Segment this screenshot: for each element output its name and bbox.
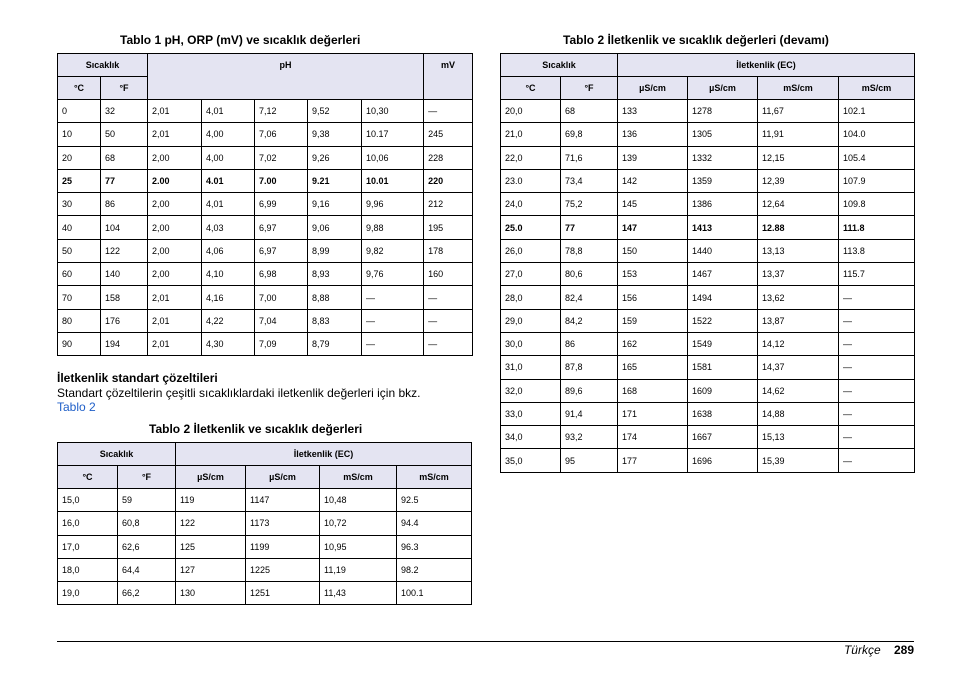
table-row bbox=[501, 402, 915, 425]
table2cont-conductivity bbox=[500, 53, 915, 473]
table-cell: 9,26 bbox=[308, 146, 362, 169]
table-cell: 1638 bbox=[688, 402, 758, 425]
header-us-cm: µS/cm bbox=[176, 466, 246, 489]
table-cell: 6,99 bbox=[255, 193, 308, 216]
table-cell: 34,0 bbox=[501, 426, 561, 449]
table-cell: 162 bbox=[618, 332, 688, 355]
table-cell: 8,79 bbox=[308, 332, 362, 355]
table2cont-caption: Tablo 2 İletkenlik ve sıcaklık değerleri (devamı) bbox=[563, 33, 829, 47]
table-cell: 9,52 bbox=[308, 100, 362, 123]
table-row bbox=[501, 379, 915, 402]
table-cell: 89,6 bbox=[561, 379, 618, 402]
header-ms-cm: mS/cm bbox=[758, 77, 839, 100]
table-cell: — bbox=[424, 309, 473, 332]
table2-conductivity bbox=[57, 442, 472, 605]
section-title: İletkenlik standart çözeltileri bbox=[57, 371, 218, 385]
table-cell: 77 bbox=[101, 169, 148, 192]
table-cell: 2,01 bbox=[148, 332, 202, 355]
table-cell: — bbox=[839, 356, 915, 379]
table-cell: 177 bbox=[618, 449, 688, 472]
table-cell: 1609 bbox=[688, 379, 758, 402]
table-cell: 25.0 bbox=[501, 216, 561, 239]
table-cell: 102.1 bbox=[839, 100, 915, 123]
table-cell: — bbox=[362, 309, 424, 332]
table-cell: — bbox=[839, 332, 915, 355]
table-cell: 30 bbox=[58, 193, 101, 216]
table-cell: 12,64 bbox=[758, 193, 839, 216]
table-cell: 6,97 bbox=[255, 239, 308, 262]
table-cell: 7,09 bbox=[255, 332, 308, 355]
table-cell: 7,12 bbox=[255, 100, 308, 123]
table-cell: 1359 bbox=[688, 169, 758, 192]
table-cell: 10,06 bbox=[362, 146, 424, 169]
table-row bbox=[58, 535, 472, 558]
table-cell: 4,00 bbox=[202, 146, 255, 169]
table-cell: 2,01 bbox=[148, 100, 202, 123]
table-cell: 2,00 bbox=[148, 193, 202, 216]
table-row bbox=[58, 123, 473, 146]
footer-divider bbox=[57, 641, 914, 642]
table-cell: 16,0 bbox=[58, 512, 118, 535]
table-cell: 1173 bbox=[246, 512, 320, 535]
table-cell: 14,37 bbox=[758, 356, 839, 379]
footer-language: Türkçe bbox=[843, 643, 881, 657]
table-cell: 145 bbox=[618, 193, 688, 216]
table-cell: 13,37 bbox=[758, 263, 839, 286]
table-cell: 14,88 bbox=[758, 402, 839, 425]
table-cell: 23.0 bbox=[501, 169, 561, 192]
table-cell: 245 bbox=[424, 123, 473, 146]
table-cell: 153 bbox=[618, 263, 688, 286]
table-row bbox=[501, 426, 915, 449]
header-fahrenheit: °F bbox=[561, 77, 618, 100]
header-celsius: °C bbox=[501, 77, 561, 100]
table1-ph-orp bbox=[57, 53, 473, 356]
table-cell: 150 bbox=[618, 239, 688, 262]
table-cell: 2,01 bbox=[148, 286, 202, 309]
table-cell: 9,38 bbox=[308, 123, 362, 146]
table-row bbox=[58, 558, 472, 581]
header-ms-cm: mS/cm bbox=[320, 466, 397, 489]
table-cell: 10.01 bbox=[362, 169, 424, 192]
table-cell: 29,0 bbox=[501, 309, 561, 332]
table-cell: 104.0 bbox=[839, 123, 915, 146]
table-cell: 78,8 bbox=[561, 239, 618, 262]
table-cell: 1332 bbox=[688, 146, 758, 169]
table-cell: 1413 bbox=[688, 216, 758, 239]
table-cell: 32 bbox=[101, 100, 148, 123]
table-cell: 2,00 bbox=[148, 263, 202, 286]
table-cell: 69,8 bbox=[561, 123, 618, 146]
header-ec: İletkenlik (EC) bbox=[176, 443, 472, 466]
table-row bbox=[501, 100, 915, 123]
table-cell: 140 bbox=[101, 263, 148, 286]
table1-body bbox=[58, 100, 473, 356]
table-cell: 119 bbox=[176, 489, 246, 512]
table-cell: 4,06 bbox=[202, 239, 255, 262]
table-cell: 171 bbox=[618, 402, 688, 425]
table-cell: 9,96 bbox=[362, 193, 424, 216]
table-row bbox=[501, 169, 915, 192]
table-cell: 1522 bbox=[688, 309, 758, 332]
table-cell: — bbox=[839, 309, 915, 332]
table-cell: 8,93 bbox=[308, 263, 362, 286]
table-cell: 122 bbox=[101, 239, 148, 262]
table-row bbox=[58, 332, 473, 355]
table-cell: 94.4 bbox=[397, 512, 472, 535]
table-cell: 109.8 bbox=[839, 193, 915, 216]
table-cell: — bbox=[424, 332, 473, 355]
table-cell: 147 bbox=[618, 216, 688, 239]
table-cell: 15,0 bbox=[58, 489, 118, 512]
table-cell: 1147 bbox=[246, 489, 320, 512]
table-cell: 60 bbox=[58, 263, 101, 286]
table-cell: 80,6 bbox=[561, 263, 618, 286]
table-cell: — bbox=[839, 426, 915, 449]
table-cell: 32,0 bbox=[501, 379, 561, 402]
table-cell: 7,06 bbox=[255, 123, 308, 146]
table-row bbox=[501, 193, 915, 216]
table-cell: 4,01 bbox=[202, 193, 255, 216]
header-us-cm: µS/cm bbox=[246, 466, 320, 489]
table-cell: 113.8 bbox=[839, 239, 915, 262]
header-ms-cm: mS/cm bbox=[397, 466, 472, 489]
table-cell: 11,19 bbox=[320, 558, 397, 581]
table-row bbox=[501, 263, 915, 286]
section-text bbox=[57, 386, 477, 414]
table-cell: 50 bbox=[101, 123, 148, 146]
table-cell: 228 bbox=[424, 146, 473, 169]
table-cell: 142 bbox=[618, 169, 688, 192]
table-cell: 10.17 bbox=[362, 123, 424, 146]
table-cell: 2,00 bbox=[148, 239, 202, 262]
table-row bbox=[58, 146, 473, 169]
table-cell: 2.00 bbox=[148, 169, 202, 192]
table-cell: 104 bbox=[101, 216, 148, 239]
table-cell: 4,03 bbox=[202, 216, 255, 239]
table-cell: — bbox=[362, 332, 424, 355]
table-cell: 133 bbox=[618, 100, 688, 123]
table-row bbox=[501, 216, 915, 239]
table-cell: 4,01 bbox=[202, 100, 255, 123]
table-cell: 13,87 bbox=[758, 309, 839, 332]
table-cell: 10,48 bbox=[320, 489, 397, 512]
table-cell: 1467 bbox=[688, 263, 758, 286]
header-ec: İletkenlik (EC) bbox=[618, 54, 915, 77]
table-cell: 9,76 bbox=[362, 263, 424, 286]
table-cell: 14,62 bbox=[758, 379, 839, 402]
header-us-cm: µS/cm bbox=[618, 77, 688, 100]
table-cell: 84,2 bbox=[561, 309, 618, 332]
table-row bbox=[58, 239, 473, 262]
table-cell: 27,0 bbox=[501, 263, 561, 286]
table-cell: 59 bbox=[118, 489, 176, 512]
table-cell: 11,67 bbox=[758, 100, 839, 123]
table-cell: 6,97 bbox=[255, 216, 308, 239]
table-cell: 4,00 bbox=[202, 123, 255, 146]
table-cell: 24,0 bbox=[501, 193, 561, 216]
table-cell: 100.1 bbox=[397, 582, 472, 605]
table-row bbox=[501, 309, 915, 332]
table-cell: — bbox=[362, 286, 424, 309]
table-cell: 125 bbox=[176, 535, 246, 558]
table-cell: 1199 bbox=[246, 535, 320, 558]
table-row bbox=[58, 100, 473, 123]
table-cell: 107.9 bbox=[839, 169, 915, 192]
table-cell: 8,83 bbox=[308, 309, 362, 332]
header-us-cm: µS/cm bbox=[688, 77, 758, 100]
table1-caption: Tablo 1 pH, ORP (mV) ve sıcaklık değerleri bbox=[120, 33, 361, 47]
table-cell: 21,0 bbox=[501, 123, 561, 146]
header-fahrenheit: °F bbox=[101, 77, 148, 100]
table-cell: 17,0 bbox=[58, 535, 118, 558]
table2-caption: Tablo 2 İletkenlik ve sıcaklık değerleri bbox=[149, 422, 363, 436]
table-row bbox=[58, 263, 473, 286]
table-cell: 77 bbox=[561, 216, 618, 239]
table-cell: 194 bbox=[101, 332, 148, 355]
table-cell: 40 bbox=[58, 216, 101, 239]
table-cell: 68 bbox=[101, 146, 148, 169]
table-cell: 82,4 bbox=[561, 286, 618, 309]
table-cell: 30,0 bbox=[501, 332, 561, 355]
table-cell: 8,99 bbox=[308, 239, 362, 262]
header-sicaklik: Sıcaklık bbox=[58, 443, 176, 466]
table-cell: 111.8 bbox=[839, 216, 915, 239]
header-fahrenheit: °F bbox=[118, 466, 176, 489]
table-cell: — bbox=[839, 402, 915, 425]
table-cell: 7.00 bbox=[255, 169, 308, 192]
table-cell: 13,62 bbox=[758, 286, 839, 309]
table-cell: 1305 bbox=[688, 123, 758, 146]
table-cell: 87,8 bbox=[561, 356, 618, 379]
table-cell: 31,0 bbox=[501, 356, 561, 379]
table-row bbox=[58, 286, 473, 309]
table-cell: 2,00 bbox=[148, 146, 202, 169]
table-cell: 7,00 bbox=[255, 286, 308, 309]
table-cell: 71,6 bbox=[561, 146, 618, 169]
table-row bbox=[58, 169, 473, 192]
table-cell: 220 bbox=[424, 169, 473, 192]
table-cell: 9.21 bbox=[308, 169, 362, 192]
table-cell: 28,0 bbox=[501, 286, 561, 309]
table-cell: 9,88 bbox=[362, 216, 424, 239]
table-row bbox=[58, 216, 473, 239]
table-cell: 93,2 bbox=[561, 426, 618, 449]
table-row bbox=[58, 193, 473, 216]
table-cell: 1386 bbox=[688, 193, 758, 216]
table-cell: 4,22 bbox=[202, 309, 255, 332]
table-cell: 80 bbox=[58, 309, 101, 332]
header-sicaklik: Sıcaklık bbox=[501, 54, 618, 77]
table-cell: 64,4 bbox=[118, 558, 176, 581]
table-cell: 11,43 bbox=[320, 582, 397, 605]
table-cell: 4.01 bbox=[202, 169, 255, 192]
table-cell: 98.2 bbox=[397, 558, 472, 581]
table-cell: 159 bbox=[618, 309, 688, 332]
header-mv: mV bbox=[424, 54, 473, 100]
table-row bbox=[501, 356, 915, 379]
table-cell: — bbox=[424, 100, 473, 123]
table-cell: — bbox=[839, 379, 915, 402]
table-row bbox=[501, 239, 915, 262]
header-celsius: °C bbox=[58, 77, 101, 100]
table-cell: 9,16 bbox=[308, 193, 362, 216]
table-cell: 26,0 bbox=[501, 239, 561, 262]
table-cell: 14,12 bbox=[758, 332, 839, 355]
table-cell: 11,91 bbox=[758, 123, 839, 146]
table-cell: 18,0 bbox=[58, 558, 118, 581]
table-row bbox=[58, 309, 473, 332]
table-cell: 68 bbox=[561, 100, 618, 123]
header-ms-cm: mS/cm bbox=[839, 77, 915, 100]
table-cell: — bbox=[424, 286, 473, 309]
table-row bbox=[58, 512, 472, 535]
table-cell: 139 bbox=[618, 146, 688, 169]
table-row bbox=[58, 582, 472, 605]
table-cell: 33,0 bbox=[501, 402, 561, 425]
header-celsius: °C bbox=[58, 466, 118, 489]
table-cell: 35,0 bbox=[501, 449, 561, 472]
table-cell: — bbox=[839, 449, 915, 472]
table-cell: 4,10 bbox=[202, 263, 255, 286]
table-cell: 4,30 bbox=[202, 332, 255, 355]
table-cell: 25 bbox=[58, 169, 101, 192]
table-cell: 4,16 bbox=[202, 286, 255, 309]
section-body: Standart çözeltilerin çeşitli sıcaklıklardaki iletkenlik değerleri için bkz. bbox=[57, 386, 421, 400]
table-cell: 168 bbox=[618, 379, 688, 402]
table-cell: 1667 bbox=[688, 426, 758, 449]
table-cell: 10,72 bbox=[320, 512, 397, 535]
table-cell: 66,2 bbox=[118, 582, 176, 605]
table-cell: 7,02 bbox=[255, 146, 308, 169]
page-footer bbox=[844, 643, 914, 657]
table-cell: 12,15 bbox=[758, 146, 839, 169]
table-cell: 178 bbox=[424, 239, 473, 262]
header-sicaklik: Sıcaklık bbox=[58, 54, 148, 77]
table-cell: 12.88 bbox=[758, 216, 839, 239]
table-cell: 174 bbox=[618, 426, 688, 449]
table-cell: 10 bbox=[58, 123, 101, 146]
table-cell: 8,88 bbox=[308, 286, 362, 309]
table-cell: 15,39 bbox=[758, 449, 839, 472]
table-row bbox=[58, 489, 472, 512]
table-cell: 105.4 bbox=[839, 146, 915, 169]
table-cell: 1581 bbox=[688, 356, 758, 379]
table-cell: 115.7 bbox=[839, 263, 915, 286]
table2cont-body bbox=[501, 100, 915, 473]
table-cell: 1225 bbox=[246, 558, 320, 581]
table-cell: 9,82 bbox=[362, 239, 424, 262]
table-cell: 75,2 bbox=[561, 193, 618, 216]
table-cell: 1696 bbox=[688, 449, 758, 472]
table-cell: 70 bbox=[58, 286, 101, 309]
table-row bbox=[501, 286, 915, 309]
table-cell: 136 bbox=[618, 123, 688, 146]
table-cell: 95 bbox=[561, 449, 618, 472]
header-ph: pH bbox=[148, 54, 424, 100]
table-cell: 86 bbox=[101, 193, 148, 216]
table-cell: 12,39 bbox=[758, 169, 839, 192]
table-cell: — bbox=[839, 286, 915, 309]
table-cell: 13,13 bbox=[758, 239, 839, 262]
table-cell: 127 bbox=[176, 558, 246, 581]
table-cell: 2,01 bbox=[148, 309, 202, 332]
table-cell: 1278 bbox=[688, 100, 758, 123]
table-cell: 2,01 bbox=[148, 123, 202, 146]
table-cell: 1251 bbox=[246, 582, 320, 605]
table-cell: 10,95 bbox=[320, 535, 397, 558]
table-cell: 73,4 bbox=[561, 169, 618, 192]
table-cell: 130 bbox=[176, 582, 246, 605]
table-cell: 165 bbox=[618, 356, 688, 379]
table-cell: 62,6 bbox=[118, 535, 176, 558]
table-cell: 122 bbox=[176, 512, 246, 535]
table-cell: 6,98 bbox=[255, 263, 308, 286]
table-cell: 2,00 bbox=[148, 216, 202, 239]
table2-body bbox=[58, 489, 472, 605]
table-cell: 195 bbox=[424, 216, 473, 239]
table-cell: 10,30 bbox=[362, 100, 424, 123]
table-cell: 160 bbox=[424, 263, 473, 286]
table2-link[interactable]: Tablo 2 bbox=[57, 400, 96, 414]
table-cell: 60,8 bbox=[118, 512, 176, 535]
table-cell: 1494 bbox=[688, 286, 758, 309]
table-cell: 22,0 bbox=[501, 146, 561, 169]
table-cell: 91,4 bbox=[561, 402, 618, 425]
table-cell: 92.5 bbox=[397, 489, 472, 512]
table-row bbox=[501, 449, 915, 472]
table-cell: 86 bbox=[561, 332, 618, 355]
table-row bbox=[501, 123, 915, 146]
table-cell: 50 bbox=[58, 239, 101, 262]
page-number: 289 bbox=[893, 643, 914, 657]
table-cell: 9,06 bbox=[308, 216, 362, 239]
table-cell: 1549 bbox=[688, 332, 758, 355]
table-row bbox=[501, 332, 915, 355]
table-cell: 212 bbox=[424, 193, 473, 216]
table-cell: 158 bbox=[101, 286, 148, 309]
table-cell: 19,0 bbox=[58, 582, 118, 605]
table-cell: 156 bbox=[618, 286, 688, 309]
table-cell: 1440 bbox=[688, 239, 758, 262]
table-cell: 15,13 bbox=[758, 426, 839, 449]
table-cell: 90 bbox=[58, 332, 101, 355]
table-cell: 176 bbox=[101, 309, 148, 332]
table-cell: 0 bbox=[58, 100, 101, 123]
table-cell: 20 bbox=[58, 146, 101, 169]
table-cell: 7,04 bbox=[255, 309, 308, 332]
table-cell: 96.3 bbox=[397, 535, 472, 558]
table-row bbox=[501, 146, 915, 169]
table-cell: 20,0 bbox=[501, 100, 561, 123]
